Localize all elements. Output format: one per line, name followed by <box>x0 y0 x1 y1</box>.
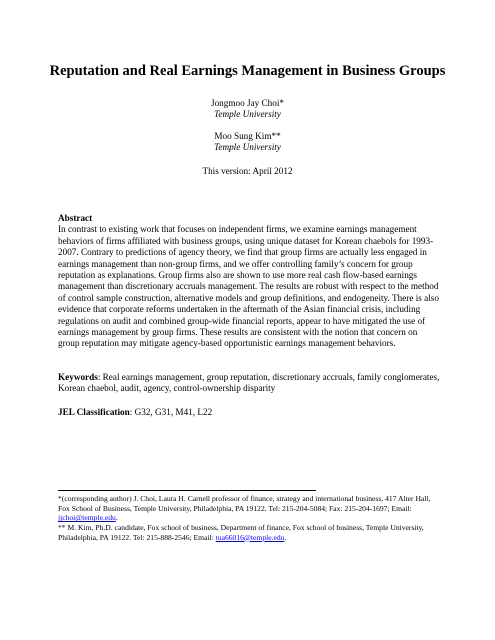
footnote-1-text: *(corresponding author) J. Choi, Laura H. Carnell professor of finance, strategy and international business, 417 Alter Hall, Fox School of Business, Temple University, Philadelphia, PA 19122. Tel: 215-204-5084; Fax: 215-204-1697; Email: <box>58 494 431 513</box>
footnote-second-author <box>58 523 440 542</box>
footnote-divider <box>58 490 316 491</box>
email-link-kim[interactable]: tua66016@temple.edu <box>215 532 285 542</box>
author-1-affiliation: Temple University <box>214 109 281 119</box>
jel-text: : G32, G31, M41, L22 <box>129 407 213 417</box>
abstract-heading: Abstract <box>58 213 93 223</box>
author-2-name: Moo Sung Kim** <box>214 131 281 141</box>
footnote-2-text: ** M. Kim, Ph.D. candidate, Fox school of business, Department of finance, Fox school of business, Temple University, Philadelphia, PA 19122. Tel: 215-888-2546; Email: <box>58 523 424 542</box>
abstract-text: In contrast to existing work that focuses on independent firms, we examine earnings management behaviors of firms affiliated with business groups, using unique dataset for Korean chaebols for 1993-2007. Contrary to predictions of agency theory, we find that group firms are actually less engaged in earnings management than non-group firms, and we offer controlling family’s concern for group reputation as explanations. Group firms also are shown to use more real cash flow-based earnings management than discretionary accruals management. The results are robust with respect to the method of control sample construction, alternative models and group definitions, and endogeneity. There is also evidence that corporate reforms undertaken in the aftermath of the Asian financial crisis, including regulations on audit and combined group-wide financial reports, appear to have mitigated the use of earnings management by group firms. These results are consistent with the notion that concern on group reputation may mitigate agency-based opportunistic earnings management behaviors. <box>58 224 439 349</box>
footnote-1-end: . <box>115 513 118 523</box>
paper-title: Reputation and Real Earnings Management in Business Groups <box>49 63 446 79</box>
keywords-text: : Real earnings management, group reputation, discretionary accruals, family conglomerates, Korean chaebol, audit, agency, control-ownership disparity <box>58 372 440 394</box>
keywords-label: Keywords <box>58 372 98 382</box>
footnote-2-end: . <box>284 532 287 542</box>
author-2-affiliation: Temple University <box>214 142 281 152</box>
version-date: This version: April 2012 <box>202 166 293 176</box>
author-1-name: Jongmoo Jay Choi* <box>211 98 284 108</box>
email-link-choi[interactable]: jjchoi@temple.edu <box>58 513 116 523</box>
abstract-section <box>58 213 440 350</box>
jel-label: JEL Classification <box>58 407 130 417</box>
jel-section <box>58 407 440 418</box>
footnote-corresponding-author <box>58 494 440 523</box>
keywords-section <box>58 372 440 395</box>
